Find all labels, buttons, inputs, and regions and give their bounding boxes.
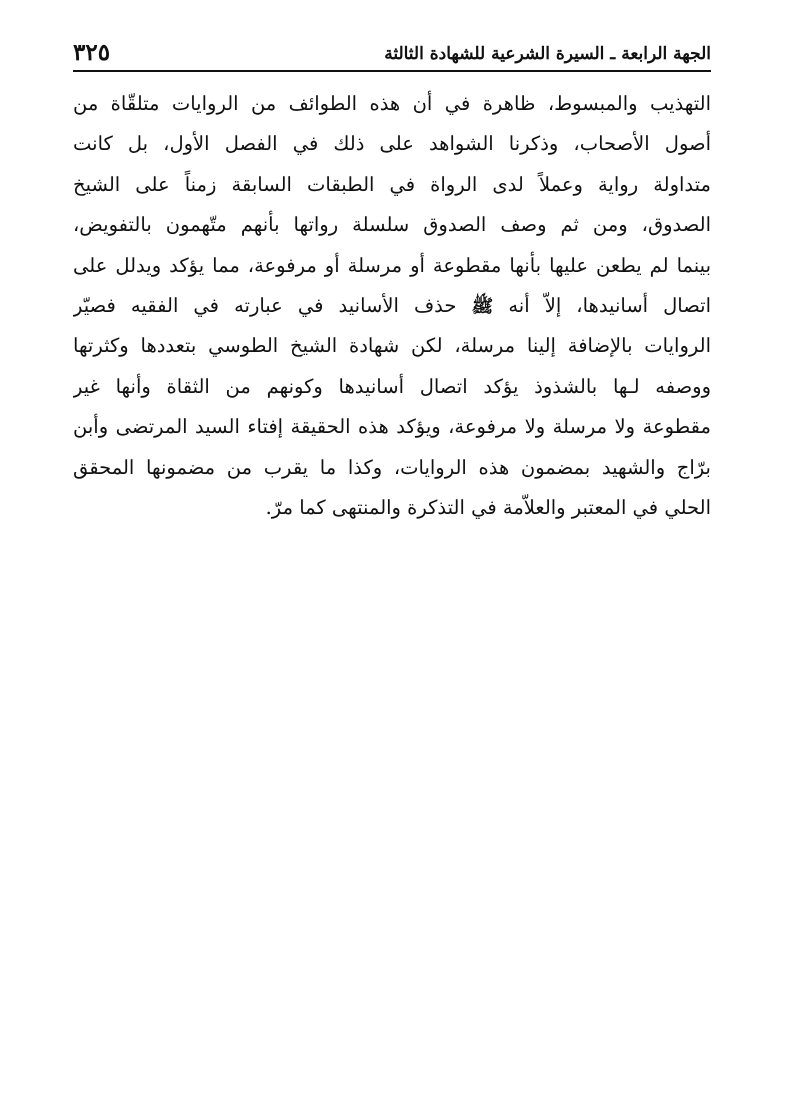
text-line-last: الحلي في المعتبر والعلاّمة في التذكرة والمنتهى كما مرّ.	[265, 495, 711, 519]
text-segment: حذف الأسانيد في عبارته في الفقيه فصيّر	[73, 293, 457, 317]
text-line: أصول الأصحاب، وذكرنا الشواهد على ذلك في الفصل الأول، بل كانت	[73, 132, 711, 156]
running-header-title: الجهة الرابعة ـ السيرة الشرعية للشهادة الثالثة	[384, 44, 711, 64]
text-line: مقطوعة ولا مرسلة ولا مرفوعة، ويؤكد هذه الحقيقة إفتاء السيد المرتضى وأبن	[73, 415, 711, 439]
text-line: ووصفه لـها بالشذوذ يؤكد اتصال أسانيدها وكونهم من الثقاة وأنها غير	[73, 374, 711, 398]
body-text	[73, 84, 711, 528]
running-header	[73, 30, 711, 70]
text-line-with-honorific	[73, 286, 711, 326]
text-line: بينما لم يطعن عليها بأنها مقطوعة أو مرسلة أو مرفوعة، مما يؤكد ويدلل على	[73, 253, 711, 277]
text-segment: اتصال أسانيدها، إلاّ أنه	[508, 293, 711, 317]
header-divider	[73, 70, 711, 72]
text-line: الروايات بالإضافة إلينا مرسلة، لكن شهادة الشيخ الطوسي بتعددها وكثرتها	[73, 334, 711, 358]
text-line: برّاج والشهيد بمضمون هذه الروايات، وكذا ما يقرب من مضمونها المحقق	[73, 455, 711, 479]
page-number: ٣٢٥	[73, 39, 111, 66]
honorific-symbol: ﷺ	[471, 295, 494, 317]
text-line: التهذيب والمبسوط، ظاهرة في أن هذه الطوائف من الروايات متلقّاة من	[73, 92, 711, 115]
text-line: متداولة رواية وعملاً لدى الرواة في الطبقات السابقة زمناً على الشيخ	[73, 172, 711, 196]
text-line: الصدوق، ومن ثم وصف الصدوق سلسلة رواتها بأنهم متّهمون بالتفويض،	[73, 213, 711, 237]
